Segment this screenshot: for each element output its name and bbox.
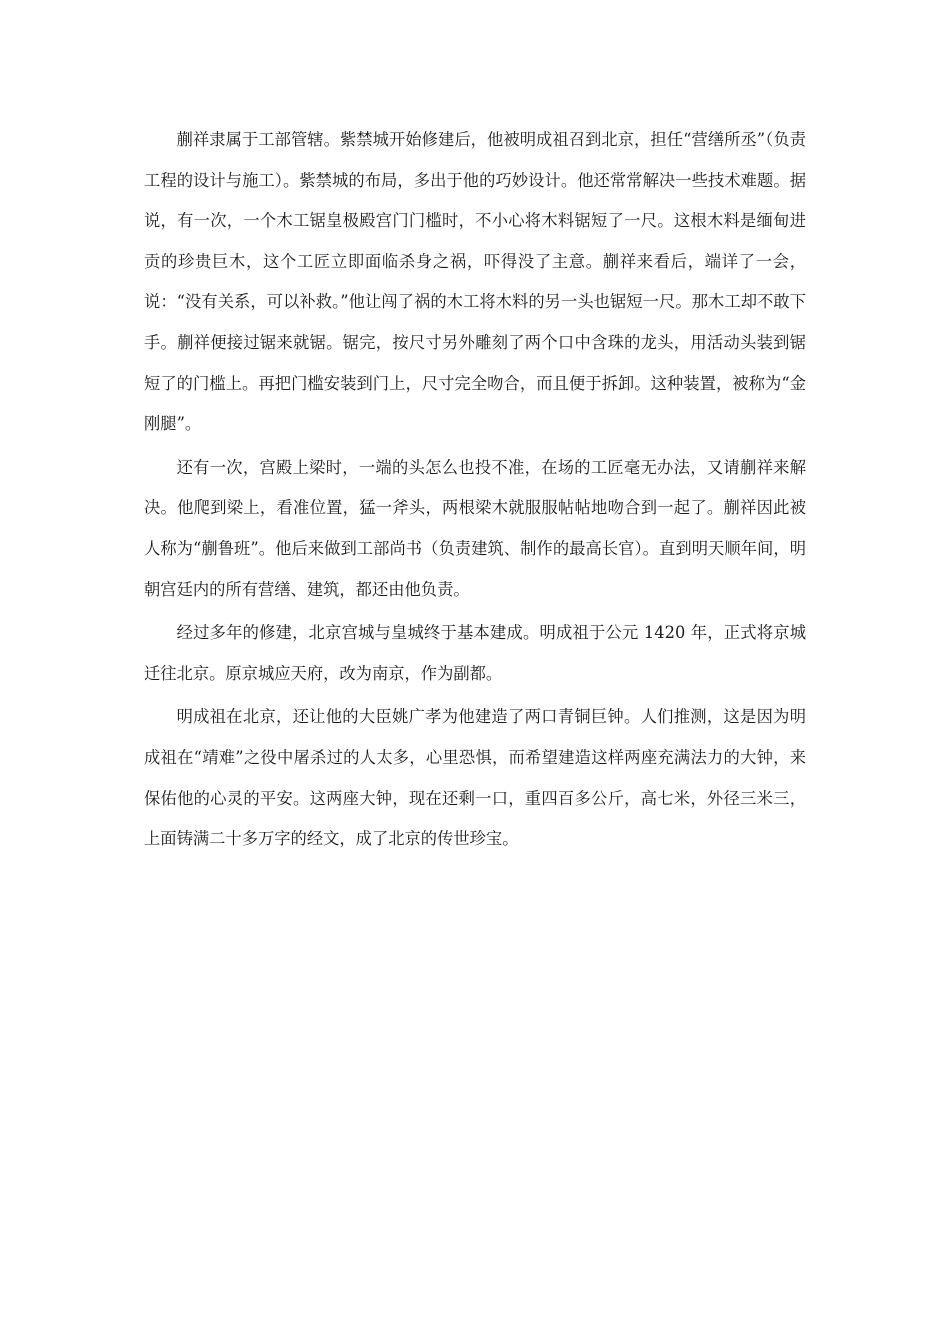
paragraph-kuai-luban: 还有一次，宫殿上梁时，一端的头怎么也投不准，在场的工匠毫无办法，又请蒯祥来解决。他爬到梁上，看准位置，猛一斧头，两根梁木就服服帖帖地吻合到一起了。蒯祥因此被人称为“蒯鲁班”。他后来做到工部尚书（负责建筑、制作的最高长官）。直到明天顺年间，明朝宫廷内的所有营缮、建筑，都还由他负责。 <box>144 457 806 599</box>
paragraph-kuai-xiang-intro: 蒯祥隶属于工部管辖。紫禁城开始修建后，他被明成祖召到北京，担任“营缮所丞”（负责工程的设计与施工）。紫禁城的布局，多出于他的巧妙设计。他还常常解决一些技术难题。据说，有一次，一个木工锯皇极殿宫门门槛时，不小心将木料锯短了一尺。这根木料是缅甸进贡的珍贵巨木，这个工匠立即面临杀身之祸，吓得没了主意。蒯祥来看后，端详了一会，说：“没有关系，可以补救。”他让闯了祸的木工将木料的另一头也锯短一尺。那木工却不敢下手。蒯祥便接过锯来就锯。锯完，按尺寸另外雕刻了两个口中含珠的龙头，用活动头装到锯短了的门槛上。再把门槛安装到门上，尺寸完全吻合，而且便于拆卸。这种装置，被称为“金刚腿”。 <box>144 130 806 434</box>
article-body <box>144 120 806 860</box>
paragraph-capital-move: 经过多年的修建，北京宫城与皇城终于基本建成。明成祖于公元 1420 年，正式将京城迁往北京。原京城应天府，改为南京，作为副都。 <box>144 623 806 683</box>
paragraph-bronze-bells: 明成祖在北京，还让他的大臣姚广孝为他建造了两口青铜巨钟。人们推测，这是因为明成祖在“靖难”之役中屠杀过的人太多，心里恐惧，而希望建造这样两座充满法力的大钟，来保佑他的心灵的平安。这两座大钟，现在还剩一口，重四百多公斤，高七米，外径三米三，上面铸满二十多万字的经文，成了北京的传世珍宝。 <box>144 707 806 849</box>
